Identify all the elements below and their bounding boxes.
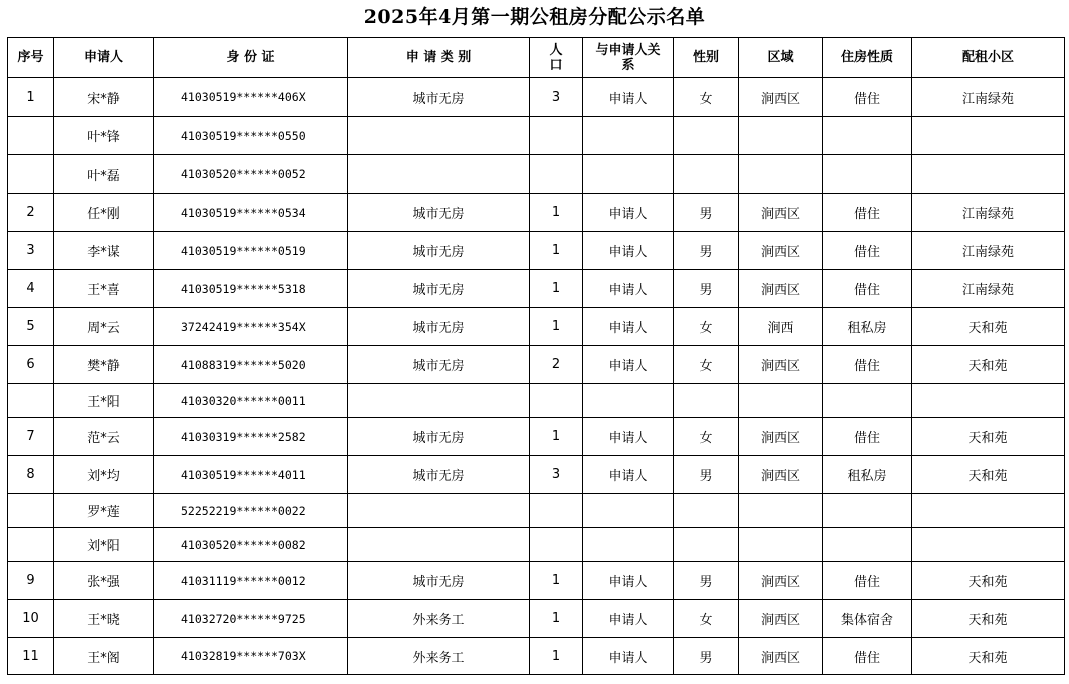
- cell-category: 城市无房: [348, 78, 530, 117]
- cell-community: 天和苑: [912, 456, 1065, 494]
- cell-applicant: 王*阳: [54, 384, 154, 418]
- cell-community: [912, 384, 1065, 418]
- cell-housing: 借住: [823, 270, 912, 308]
- table-row: [8, 155, 1065, 194]
- table-body: [8, 78, 1065, 675]
- cell-people: [530, 494, 583, 528]
- cell-district: 涧西区: [739, 638, 823, 675]
- cell-gender: 男: [674, 270, 739, 308]
- table-header-row: [8, 38, 1065, 78]
- cell-applicant: 叶*锋: [54, 117, 154, 155]
- cell-gender: 女: [674, 346, 739, 384]
- table-row: [8, 528, 1065, 562]
- cell-id-number: 41030519******0550: [154, 117, 348, 155]
- cell-people: 1: [530, 600, 583, 638]
- cell-id-number: 41030519******0534: [154, 194, 348, 232]
- cell-housing: 借住: [823, 194, 912, 232]
- cell-category: [348, 494, 530, 528]
- cell-seq: [8, 155, 54, 194]
- cell-community: 江南绿苑: [912, 270, 1065, 308]
- cell-community: [912, 117, 1065, 155]
- header-category: 申 请 类 别: [348, 38, 530, 78]
- cell-community: 天和苑: [912, 638, 1065, 675]
- cell-seq: 7: [8, 418, 54, 456]
- cell-id-number: 41030519******406X: [154, 78, 348, 117]
- cell-id-number: 41031119******0012: [154, 562, 348, 600]
- cell-relation: 申请人: [583, 638, 674, 675]
- header-seq: 序号: [8, 38, 54, 78]
- cell-seq: 2: [8, 194, 54, 232]
- cell-category: 城市无房: [348, 270, 530, 308]
- cell-id-number: 41030320******0011: [154, 384, 348, 418]
- cell-district: 涧西区: [739, 562, 823, 600]
- header-district: 区域: [739, 38, 823, 78]
- cell-category: [348, 384, 530, 418]
- cell-seq: 6: [8, 346, 54, 384]
- cell-relation: [583, 384, 674, 418]
- cell-housing: [823, 494, 912, 528]
- table-row: [8, 232, 1065, 270]
- cell-category: 城市无房: [348, 346, 530, 384]
- cell-gender: 女: [674, 308, 739, 346]
- cell-applicant: 周*云: [54, 308, 154, 346]
- cell-id-number: 41030519******5318: [154, 270, 348, 308]
- header-id: 身 份 证: [154, 38, 348, 78]
- cell-district: [739, 528, 823, 562]
- cell-housing: 借住: [823, 346, 912, 384]
- cell-gender: [674, 155, 739, 194]
- cell-people: 3: [530, 78, 583, 117]
- cell-category: 城市无房: [348, 308, 530, 346]
- cell-housing: 借住: [823, 232, 912, 270]
- cell-relation: 申请人: [583, 194, 674, 232]
- cell-housing: 借住: [823, 418, 912, 456]
- cell-seq: [8, 494, 54, 528]
- cell-id-number: 41088319******5020: [154, 346, 348, 384]
- cell-gender: 女: [674, 600, 739, 638]
- header-applicant: 申请人: [54, 38, 154, 78]
- cell-seq: 9: [8, 562, 54, 600]
- cell-applicant: 樊*静: [54, 346, 154, 384]
- cell-housing: [823, 528, 912, 562]
- cell-gender: 男: [674, 562, 739, 600]
- cell-people: 3: [530, 456, 583, 494]
- cell-people: 1: [530, 638, 583, 675]
- cell-category: [348, 155, 530, 194]
- cell-relation: 申请人: [583, 456, 674, 494]
- cell-community: 江南绿苑: [912, 194, 1065, 232]
- cell-id-number: 41032819******703X: [154, 638, 348, 675]
- cell-relation: 申请人: [583, 308, 674, 346]
- cell-relation: 申请人: [583, 600, 674, 638]
- header-people: 人口: [530, 38, 583, 78]
- cell-housing: [823, 155, 912, 194]
- cell-people: [530, 528, 583, 562]
- cell-applicant: 王*阁: [54, 638, 154, 675]
- cell-relation: 申请人: [583, 346, 674, 384]
- cell-housing: 集体宿舍: [823, 600, 912, 638]
- cell-people: 2: [530, 346, 583, 384]
- cell-seq: 11: [8, 638, 54, 675]
- table-row: [8, 117, 1065, 155]
- cell-relation: [583, 528, 674, 562]
- cell-seq: [8, 384, 54, 418]
- cell-applicant: 任*刚: [54, 194, 154, 232]
- cell-people: [530, 117, 583, 155]
- header-community: 配租小区: [912, 38, 1065, 78]
- cell-id-number: 41032720******9725: [154, 600, 348, 638]
- cell-category: 城市无房: [348, 456, 530, 494]
- cell-people: 1: [530, 418, 583, 456]
- cell-category: [348, 117, 530, 155]
- cell-gender: [674, 384, 739, 418]
- cell-category: 外来务工: [348, 600, 530, 638]
- cell-gender: [674, 117, 739, 155]
- cell-community: 江南绿苑: [912, 232, 1065, 270]
- cell-seq: 5: [8, 308, 54, 346]
- cell-people: 1: [530, 308, 583, 346]
- cell-seq: 8: [8, 456, 54, 494]
- cell-people: [530, 384, 583, 418]
- cell-housing: [823, 117, 912, 155]
- header-gender: 性别: [674, 38, 739, 78]
- cell-relation: 申请人: [583, 418, 674, 456]
- table-row: [8, 270, 1065, 308]
- cell-gender: 女: [674, 418, 739, 456]
- cell-gender: 男: [674, 232, 739, 270]
- cell-seq: 4: [8, 270, 54, 308]
- table-row: [8, 78, 1065, 117]
- cell-community: 江南绿苑: [912, 78, 1065, 117]
- cell-gender: [674, 528, 739, 562]
- cell-housing: [823, 384, 912, 418]
- cell-category: 外来务工: [348, 638, 530, 675]
- table-row: [8, 494, 1065, 528]
- header-relation: 与申请人关系: [583, 38, 674, 78]
- cell-housing: 借住: [823, 562, 912, 600]
- cell-applicant: 王*晓: [54, 600, 154, 638]
- table-row: [8, 308, 1065, 346]
- cell-district: [739, 384, 823, 418]
- cell-relation: [583, 117, 674, 155]
- cell-community: 天和苑: [912, 346, 1065, 384]
- cell-id-number: 41030519******4011: [154, 456, 348, 494]
- cell-district: 涧西区: [739, 418, 823, 456]
- cell-id-number: 52252219******0022: [154, 494, 348, 528]
- cell-seq: 3: [8, 232, 54, 270]
- cell-relation: 申请人: [583, 78, 674, 117]
- cell-seq: [8, 528, 54, 562]
- cell-gender: 男: [674, 194, 739, 232]
- cell-housing: 借住: [823, 78, 912, 117]
- table-row: [8, 418, 1065, 456]
- cell-district: 涧西区: [739, 232, 823, 270]
- cell-gender: [674, 494, 739, 528]
- cell-applicant: 范*云: [54, 418, 154, 456]
- allocation-table: [7, 37, 1065, 675]
- cell-community: [912, 155, 1065, 194]
- cell-gender: 女: [674, 78, 739, 117]
- cell-community: [912, 528, 1065, 562]
- cell-housing: 借住: [823, 638, 912, 675]
- cell-seq: [8, 117, 54, 155]
- cell-category: 城市无房: [348, 194, 530, 232]
- table-row: [8, 384, 1065, 418]
- cell-category: 城市无房: [348, 232, 530, 270]
- cell-district: 涧西区: [739, 600, 823, 638]
- cell-applicant: 刘*均: [54, 456, 154, 494]
- cell-people: 1: [530, 194, 583, 232]
- table-row: [8, 346, 1065, 384]
- cell-community: [912, 494, 1065, 528]
- document-title: 2025年4月第一期公租房分配公示名单: [363, 6, 706, 28]
- cell-applicant: 宋*静: [54, 78, 154, 117]
- table-row: [8, 194, 1065, 232]
- cell-district: 涧西区: [739, 346, 823, 384]
- cell-district: 涧西区: [739, 194, 823, 232]
- cell-people: 1: [530, 270, 583, 308]
- cell-relation: [583, 155, 674, 194]
- cell-applicant: 李*谋: [54, 232, 154, 270]
- cell-relation: 申请人: [583, 270, 674, 308]
- cell-id-number: 41030319******2582: [154, 418, 348, 456]
- cell-id-number: 37242419******354X: [154, 308, 348, 346]
- cell-relation: 申请人: [583, 232, 674, 270]
- cell-people: 1: [530, 562, 583, 600]
- cell-district: [739, 494, 823, 528]
- cell-id-number: 41030519******0519: [154, 232, 348, 270]
- cell-district: 涧西区: [739, 270, 823, 308]
- cell-district: 涧西区: [739, 78, 823, 117]
- cell-seq: 10: [8, 600, 54, 638]
- table-row: [8, 562, 1065, 600]
- cell-gender: 男: [674, 456, 739, 494]
- cell-community: 天和苑: [912, 418, 1065, 456]
- cell-category: 城市无房: [348, 562, 530, 600]
- cell-community: 天和苑: [912, 562, 1065, 600]
- cell-applicant: 叶*磊: [54, 155, 154, 194]
- cell-relation: 申请人: [583, 562, 674, 600]
- cell-district: [739, 155, 823, 194]
- cell-id-number: 41030520******0082: [154, 528, 348, 562]
- cell-relation: [583, 494, 674, 528]
- cell-district: [739, 117, 823, 155]
- cell-housing: 租私房: [823, 456, 912, 494]
- cell-applicant: 张*强: [54, 562, 154, 600]
- cell-applicant: 刘*阳: [54, 528, 154, 562]
- cell-people: [530, 155, 583, 194]
- cell-community: 天和苑: [912, 600, 1065, 638]
- cell-gender: 男: [674, 638, 739, 675]
- cell-district: 涧西: [739, 308, 823, 346]
- cell-community: 天和苑: [912, 308, 1065, 346]
- cell-id-number: 41030520******0052: [154, 155, 348, 194]
- cell-seq: 1: [8, 78, 54, 117]
- table-row: [8, 456, 1065, 494]
- cell-district: 涧西区: [739, 456, 823, 494]
- header-housing: 住房性质: [823, 38, 912, 78]
- cell-category: [348, 528, 530, 562]
- table-row: [8, 600, 1065, 638]
- cell-category: 城市无房: [348, 418, 530, 456]
- cell-people: 1: [530, 232, 583, 270]
- cell-applicant: 王*喜: [54, 270, 154, 308]
- cell-housing: 租私房: [823, 308, 912, 346]
- table-row: [8, 638, 1065, 675]
- cell-applicant: 罗*莲: [54, 494, 154, 528]
